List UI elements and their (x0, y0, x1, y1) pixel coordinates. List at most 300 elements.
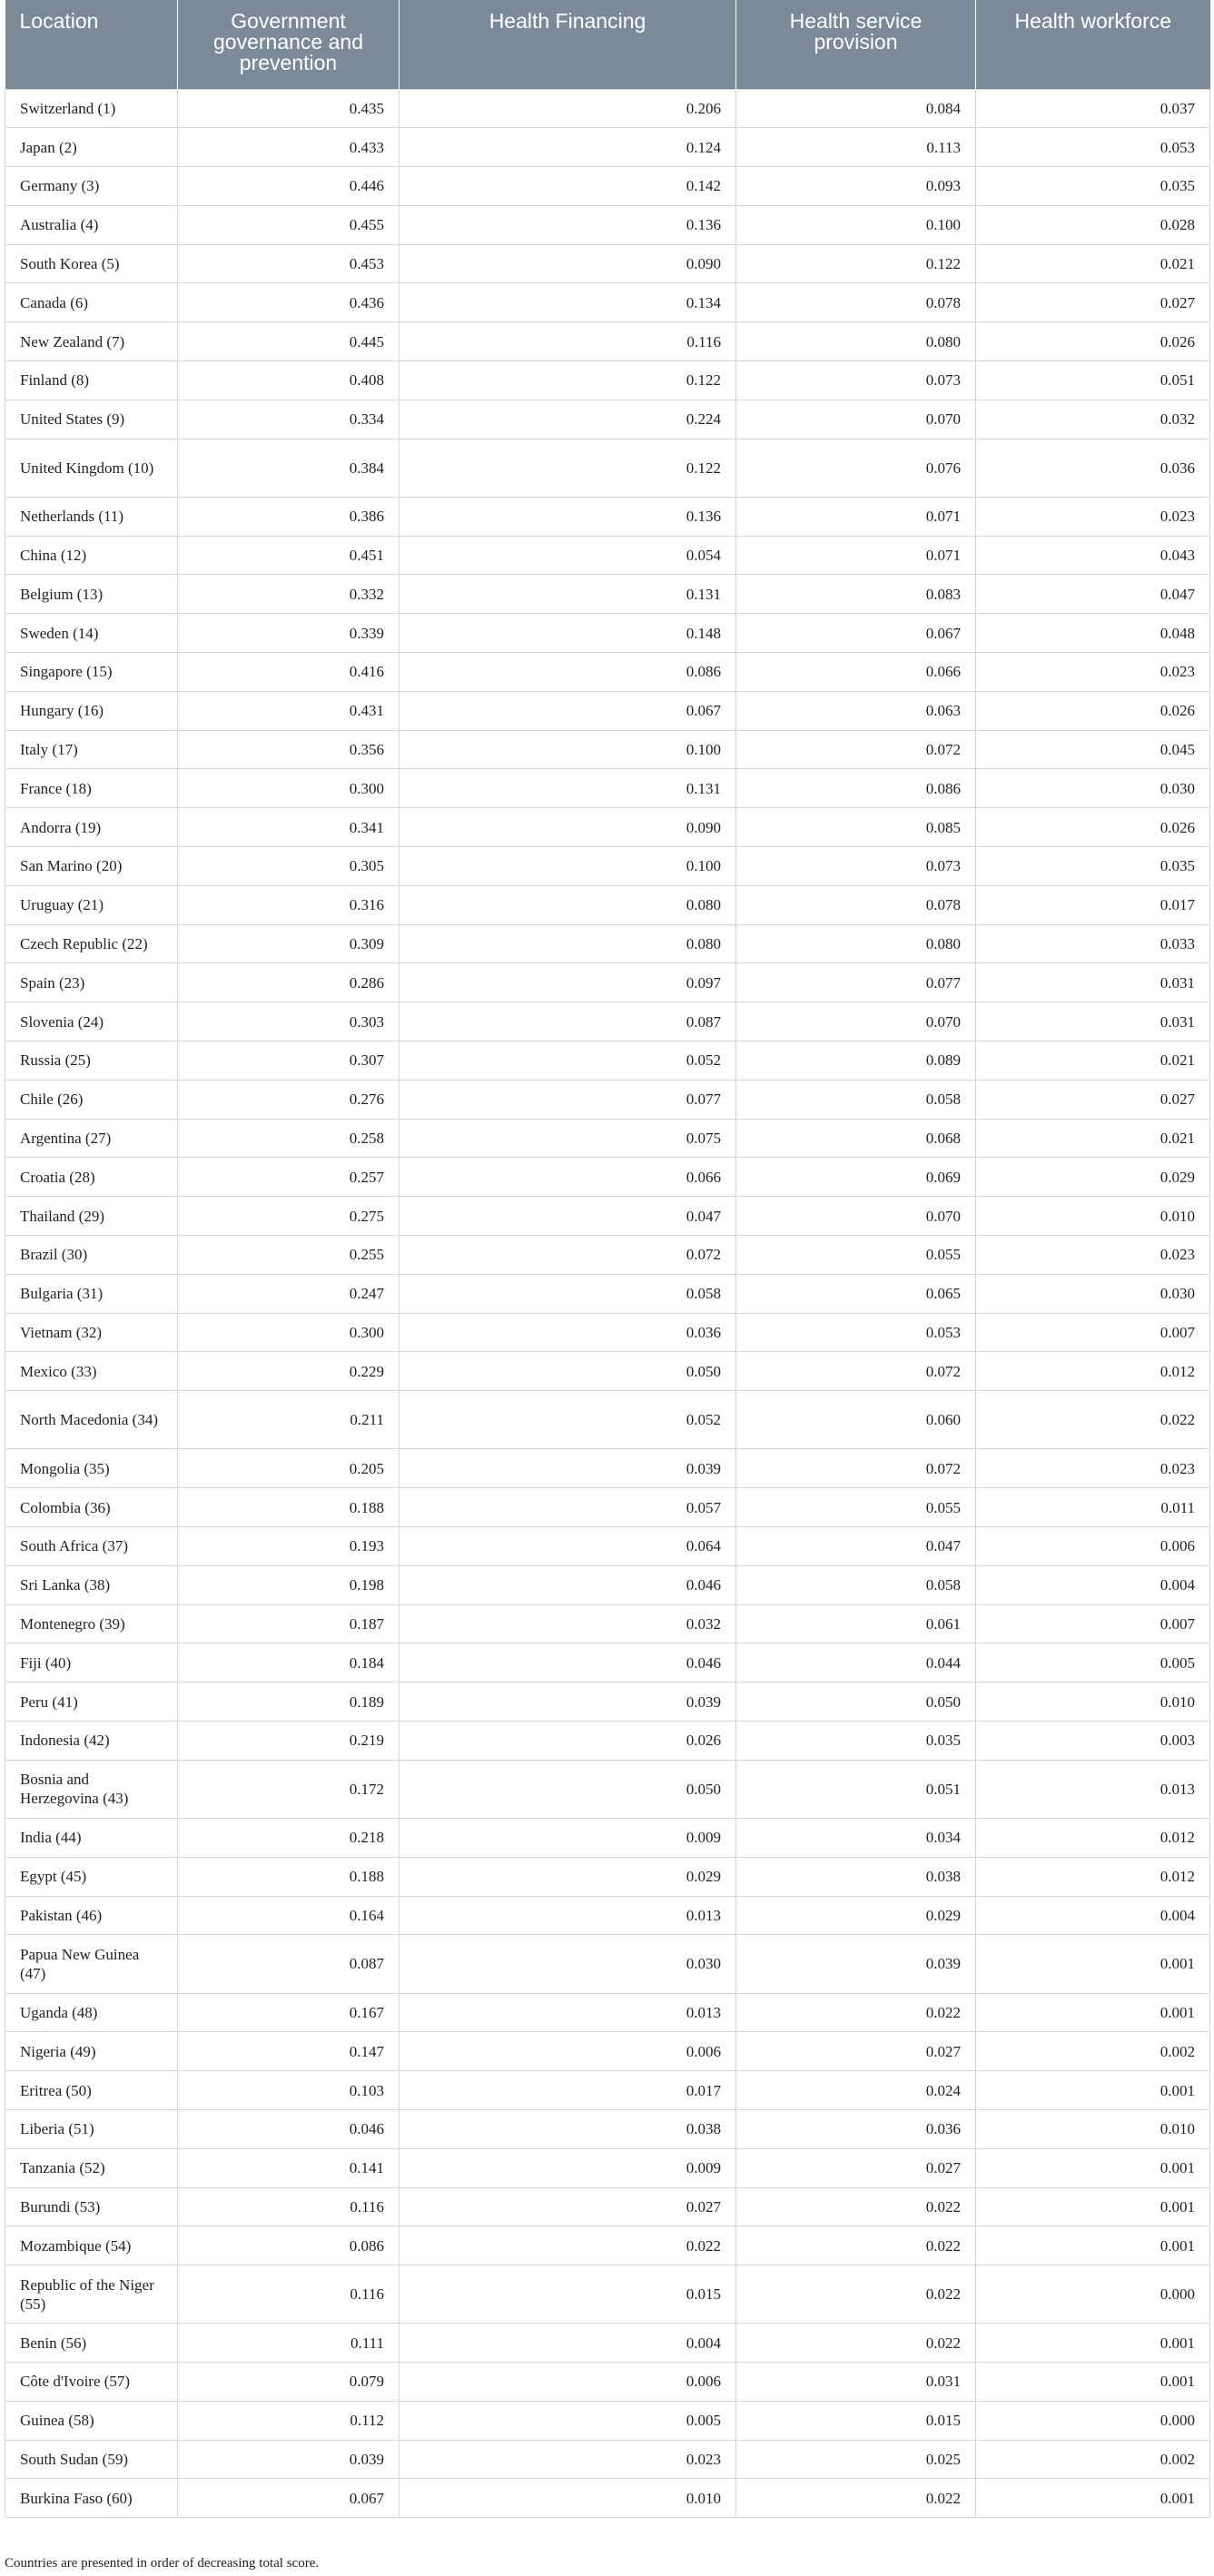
score-cell: 0.093 (736, 167, 976, 206)
table-row (5, 808, 1210, 847)
score-cell: 0.086 (736, 769, 976, 808)
location-cell: Liberia (51) (5, 2109, 178, 2148)
score-cell: 0.224 (400, 400, 736, 439)
table-row (5, 1080, 1210, 1119)
score-cell: 0.053 (736, 1313, 976, 1352)
table-row (5, 1896, 1210, 1935)
score-cell: 0.089 (736, 1041, 976, 1081)
score-cell: 0.218 (178, 1818, 400, 1857)
score-cell: 0.436 (178, 283, 400, 322)
score-cell: 0.022 (976, 1391, 1210, 1449)
score-cell: 0.206 (400, 89, 736, 128)
score-cell: 0.131 (400, 575, 736, 614)
table-row (5, 963, 1210, 1002)
score-cell: 0.073 (736, 847, 976, 886)
score-cell: 0.116 (178, 2265, 400, 2324)
location-cell: North Macedonia (34) (5, 1391, 178, 1449)
table-row (5, 2148, 1210, 2187)
header-row (5, 0, 1210, 89)
table-row (5, 1391, 1210, 1449)
location-cell: China (12) (5, 536, 178, 575)
score-cell: 0.122 (400, 439, 736, 497)
score-cell: 0.007 (976, 1313, 1210, 1352)
score-cell: 0.026 (400, 1721, 736, 1760)
score-cell: 0.071 (736, 536, 976, 575)
score-cell: 0.356 (178, 730, 400, 769)
score-cell: 0.011 (976, 1488, 1210, 1527)
score-cell: 0.017 (976, 885, 1210, 924)
location-cell: Guinea (58) (5, 2401, 178, 2440)
score-cell: 0.044 (736, 1643, 976, 1683)
table-row (5, 283, 1210, 322)
score-cell: 0.070 (736, 1002, 976, 1041)
score-cell: 0.078 (736, 885, 976, 924)
score-cell: 0.276 (178, 1080, 400, 1119)
score-cell: 0.136 (400, 205, 736, 244)
score-cell: 0.046 (400, 1643, 736, 1683)
score-cell: 0.193 (178, 1526, 400, 1565)
score-cell: 0.067 (178, 2479, 400, 2518)
score-cell: 0.015 (736, 2401, 976, 2440)
table-row (5, 1313, 1210, 1352)
score-cell: 0.075 (400, 1119, 736, 1158)
location-cell: Sweden (14) (5, 614, 178, 653)
score-cell: 0.009 (400, 1818, 736, 1857)
table-row (5, 2324, 1210, 2363)
score-cell: 0.005 (976, 1643, 1210, 1683)
score-cell: 0.033 (976, 924, 1210, 963)
location-cell: San Marino (20) (5, 847, 178, 886)
location-cell: United States (9) (5, 400, 178, 439)
score-cell: 0.384 (178, 439, 400, 497)
score-cell: 0.004 (976, 1565, 1210, 1604)
score-cell: 0.080 (736, 924, 976, 963)
location-cell: Vietnam (32) (5, 1313, 178, 1352)
score-cell: 0.187 (178, 1604, 400, 1643)
score-cell: 0.122 (400, 361, 736, 400)
table-row (5, 1274, 1210, 1313)
score-cell: 0.010 (976, 1197, 1210, 1236)
score-cell: 0.167 (178, 1993, 400, 2032)
score-cell: 0.300 (178, 1313, 400, 1352)
score-cell: 0.027 (736, 2032, 976, 2071)
score-cell: 0.339 (178, 614, 400, 653)
location-cell: Uruguay (21) (5, 885, 178, 924)
score-cell: 0.039 (736, 1935, 976, 1993)
score-cell: 0.026 (976, 808, 1210, 847)
location-cell: Canada (6) (5, 283, 178, 322)
score-cell: 0.255 (178, 1236, 400, 1275)
score-cell: 0.055 (736, 1488, 976, 1527)
score-cell: 0.205 (178, 1449, 400, 1488)
score-cell: 0.386 (178, 497, 400, 536)
score-cell: 0.000 (976, 2265, 1210, 2324)
score-cell: 0.087 (178, 1935, 400, 1993)
score-cell: 0.001 (976, 2324, 1210, 2363)
table-row (5, 2187, 1210, 2226)
location-cell: New Zealand (7) (5, 322, 178, 361)
score-cell: 0.307 (178, 1041, 400, 1081)
score-cell: 0.030 (400, 1935, 736, 1993)
location-cell: Croatia (28) (5, 1158, 178, 1197)
location-cell: Nigeria (49) (5, 2032, 178, 2071)
score-cell: 0.067 (400, 691, 736, 730)
score-cell: 0.455 (178, 205, 400, 244)
location-cell: Czech Republic (22) (5, 924, 178, 963)
score-cell: 0.433 (178, 128, 400, 167)
score-cell: 0.064 (400, 1526, 736, 1565)
score-cell: 0.001 (976, 2363, 1210, 2402)
score-cell: 0.029 (976, 1158, 1210, 1197)
table-row (5, 497, 1210, 536)
score-cell: 0.039 (400, 1683, 736, 1722)
score-cell: 0.077 (400, 1080, 736, 1119)
table-row (5, 2479, 1210, 2518)
score-cell: 0.023 (976, 1449, 1210, 1488)
location-cell: India (44) (5, 1818, 178, 1857)
score-cell: 0.038 (736, 1857, 976, 1896)
score-cell: 0.009 (400, 2148, 736, 2187)
score-cell: 0.031 (976, 963, 1210, 1002)
table-row (5, 1683, 1210, 1722)
score-cell: 0.022 (736, 2187, 976, 2226)
location-cell: Germany (3) (5, 167, 178, 206)
score-cell: 0.031 (976, 1002, 1210, 1041)
table-row (5, 167, 1210, 206)
score-cell: 0.045 (976, 730, 1210, 769)
score-cell: 0.058 (736, 1080, 976, 1119)
score-cell: 0.010 (400, 2479, 736, 2518)
score-cell: 0.100 (400, 847, 736, 886)
score-cell: 0.080 (736, 322, 976, 361)
table-row (5, 1158, 1210, 1197)
score-cell: 0.072 (736, 730, 976, 769)
location-cell: Pakistan (46) (5, 1896, 178, 1935)
score-cell: 0.013 (400, 1896, 736, 1935)
table-row (5, 2440, 1210, 2479)
score-cell: 0.015 (400, 2265, 736, 2324)
score-cell: 0.052 (400, 1391, 736, 1449)
score-cell: 0.229 (178, 1352, 400, 1391)
location-cell: Andorra (19) (5, 808, 178, 847)
score-cell: 0.022 (736, 2479, 976, 2518)
table-row (5, 1002, 1210, 1041)
location-cell: Belgium (13) (5, 575, 178, 614)
score-cell: 0.010 (976, 1683, 1210, 1722)
score-cell: 0.052 (400, 1041, 736, 1081)
score-cell: 0.090 (400, 808, 736, 847)
location-cell: Benin (56) (5, 2324, 178, 2363)
table-row (5, 1565, 1210, 1604)
location-cell: Indonesia (42) (5, 1721, 178, 1760)
table-row (5, 885, 1210, 924)
score-cell: 0.007 (976, 1604, 1210, 1643)
table-row (5, 1197, 1210, 1236)
score-cell: 0.036 (736, 2109, 976, 2148)
table-body (5, 89, 1210, 2518)
score-cell: 0.027 (976, 283, 1210, 322)
score-cell: 0.034 (736, 1818, 976, 1857)
score-cell: 0.305 (178, 847, 400, 886)
score-cell: 0.004 (976, 1896, 1210, 1935)
score-cell: 0.050 (736, 1683, 976, 1722)
score-cell: 0.027 (736, 2148, 976, 2187)
score-cell: 0.172 (178, 1760, 400, 1818)
score-cell: 0.086 (400, 653, 736, 692)
location-cell: Côte d'Ivoire (57) (5, 2363, 178, 2402)
table-row (5, 2401, 1210, 2440)
score-cell: 0.408 (178, 361, 400, 400)
score-cell: 0.050 (400, 1352, 736, 1391)
score-cell: 0.022 (736, 2265, 976, 2324)
table-row (5, 2032, 1210, 2071)
location-cell: Bulgaria (31) (5, 1274, 178, 1313)
score-cell: 0.100 (400, 730, 736, 769)
score-cell: 0.006 (976, 1526, 1210, 1565)
score-cell: 0.039 (400, 1449, 736, 1488)
score-cell: 0.022 (400, 2226, 736, 2265)
score-cell: 0.026 (976, 691, 1210, 730)
score-cell: 0.078 (736, 283, 976, 322)
location-cell: Bosnia and Herzegovina (43) (5, 1760, 178, 1818)
score-cell: 0.055 (736, 1236, 976, 1275)
score-cell: 0.046 (178, 2109, 400, 2148)
score-cell: 0.087 (400, 1002, 736, 1041)
table-row (5, 2226, 1210, 2265)
score-cell: 0.077 (736, 963, 976, 1002)
score-cell: 0.066 (400, 1158, 736, 1197)
score-cell: 0.258 (178, 1119, 400, 1158)
score-cell: 0.012 (976, 1818, 1210, 1857)
score-cell: 0.002 (976, 2032, 1210, 2071)
score-cell: 0.141 (178, 2148, 400, 2187)
location-cell: Spain (23) (5, 963, 178, 1002)
location-cell: Hungary (16) (5, 691, 178, 730)
score-cell: 0.021 (976, 1119, 1210, 1158)
score-cell: 0.035 (976, 847, 1210, 886)
score-cell: 0.027 (400, 2187, 736, 2226)
score-cell: 0.112 (178, 2401, 400, 2440)
location-cell: Slovenia (24) (5, 1002, 178, 1041)
table-row (5, 653, 1210, 692)
score-cell: 0.024 (736, 2071, 976, 2110)
score-cell: 0.004 (400, 2324, 736, 2363)
score-cell: 0.079 (178, 2363, 400, 2402)
location-cell: Mexico (33) (5, 1352, 178, 1391)
score-cell: 0.069 (736, 1158, 976, 1197)
table-footnote: Countries are presented in order of decreasing total score. (5, 2556, 320, 2571)
table-row (5, 1449, 1210, 1488)
score-cell: 0.451 (178, 536, 400, 575)
score-cell: 0.416 (178, 653, 400, 692)
score-cell: 0.116 (178, 2187, 400, 2226)
score-cell: 0.164 (178, 1896, 400, 1935)
score-cell: 0.054 (400, 536, 736, 575)
table-row (5, 2109, 1210, 2148)
score-cell: 0.021 (976, 1041, 1210, 1081)
table-row (5, 1352, 1210, 1391)
score-cell: 0.303 (178, 1002, 400, 1041)
score-cell: 0.090 (400, 244, 736, 283)
score-cell: 0.030 (976, 1274, 1210, 1313)
score-cell: 0.029 (400, 1857, 736, 1896)
score-cell: 0.113 (736, 128, 976, 167)
score-cell: 0.116 (400, 322, 736, 361)
score-cell: 0.142 (400, 167, 736, 206)
table-row (5, 2265, 1210, 2324)
score-cell: 0.006 (400, 2032, 736, 2071)
location-cell: France (18) (5, 769, 178, 808)
score-cell: 0.060 (736, 1391, 976, 1449)
score-cell: 0.013 (400, 1993, 736, 2032)
score-cell: 0.067 (736, 614, 976, 653)
score-cell: 0.189 (178, 1683, 400, 1722)
score-cell: 0.001 (976, 1935, 1210, 1993)
table-row (5, 89, 1210, 128)
table-row (5, 614, 1210, 653)
table-row (5, 536, 1210, 575)
score-cell: 0.012 (976, 1352, 1210, 1391)
score-cell: 0.047 (976, 575, 1210, 614)
score-cell: 0.148 (400, 614, 736, 653)
location-cell: Finland (8) (5, 361, 178, 400)
score-cell: 0.001 (976, 2071, 1210, 2110)
table-row (5, 322, 1210, 361)
score-cell: 0.035 (736, 1721, 976, 1760)
header-health-financing: Health Financing (400, 0, 736, 89)
table-row (5, 128, 1210, 167)
score-cell: 0.038 (400, 2109, 736, 2148)
score-cell: 0.039 (178, 2440, 400, 2479)
location-cell: Burkina Faso (60) (5, 2479, 178, 2518)
table-row (5, 1818, 1210, 1857)
score-cell: 0.071 (736, 497, 976, 536)
score-cell: 0.247 (178, 1274, 400, 1313)
table-row (5, 244, 1210, 283)
score-cell: 0.005 (400, 2401, 736, 2440)
table-row (5, 1119, 1210, 1158)
table-row (5, 691, 1210, 730)
table-row (5, 847, 1210, 886)
score-cell: 0.000 (976, 2401, 1210, 2440)
score-cell: 0.431 (178, 691, 400, 730)
table-row (5, 1488, 1210, 1527)
score-cell: 0.086 (178, 2226, 400, 2265)
score-cell: 0.001 (976, 1993, 1210, 2032)
score-cell: 0.136 (400, 497, 736, 536)
table-row (5, 439, 1210, 497)
score-cell: 0.073 (736, 361, 976, 400)
table-row (5, 361, 1210, 400)
score-cell: 0.211 (178, 1391, 400, 1449)
score-cell: 0.097 (400, 963, 736, 1002)
header-location: Location (5, 0, 178, 89)
score-cell: 0.026 (976, 322, 1210, 361)
data-table-container (5, 0, 1209, 2518)
location-cell: Fiji (40) (5, 1643, 178, 1683)
location-cell: Chile (26) (5, 1080, 178, 1119)
table-row (5, 1935, 1210, 1993)
score-cell: 0.080 (400, 924, 736, 963)
score-cell: 0.103 (178, 2071, 400, 2110)
score-cell: 0.001 (976, 2187, 1210, 2226)
location-cell: Mozambique (54) (5, 2226, 178, 2265)
location-cell: Egypt (45) (5, 1857, 178, 1896)
score-cell: 0.013 (976, 1760, 1210, 1818)
table-row (5, 2363, 1210, 2402)
score-cell: 0.134 (400, 283, 736, 322)
score-cell: 0.022 (736, 2226, 976, 2265)
table-row (5, 2071, 1210, 2110)
location-cell: Republic of the Niger (55) (5, 2265, 178, 2324)
score-cell: 0.219 (178, 1721, 400, 1760)
score-cell: 0.037 (976, 89, 1210, 128)
location-cell: Italy (17) (5, 730, 178, 769)
score-cell: 0.275 (178, 1197, 400, 1236)
score-cell: 0.316 (178, 885, 400, 924)
score-cell: 0.341 (178, 808, 400, 847)
table-row (5, 205, 1210, 244)
score-cell: 0.072 (736, 1449, 976, 1488)
score-cell: 0.051 (736, 1760, 976, 1818)
table-row (5, 924, 1210, 963)
score-cell: 0.058 (400, 1274, 736, 1313)
score-cell: 0.028 (976, 205, 1210, 244)
score-cell: 0.083 (736, 575, 976, 614)
score-cell: 0.068 (736, 1119, 976, 1158)
table-row (5, 769, 1210, 808)
table-row (5, 1721, 1210, 1760)
location-cell: Japan (2) (5, 128, 178, 167)
score-cell: 0.027 (976, 1080, 1210, 1119)
score-cell: 0.036 (400, 1313, 736, 1352)
location-cell: Peru (41) (5, 1683, 178, 1722)
score-cell: 0.012 (976, 1857, 1210, 1896)
score-cell: 0.025 (736, 2440, 976, 2479)
score-cell: 0.010 (976, 2109, 1210, 2148)
header-health-service-provision: Health service provision (736, 0, 976, 89)
table-header (5, 0, 1210, 89)
score-cell: 0.032 (976, 400, 1210, 439)
score-cell: 0.188 (178, 1488, 400, 1527)
score-cell: 0.001 (976, 2479, 1210, 2518)
location-cell: Montenegro (39) (5, 1604, 178, 1643)
table-row (5, 1760, 1210, 1818)
score-cell: 0.070 (736, 1197, 976, 1236)
location-cell: United Kingdom (10) (5, 439, 178, 497)
score-cell: 0.100 (736, 205, 976, 244)
score-cell: 0.061 (736, 1604, 976, 1643)
location-cell: Papua New Guinea (47) (5, 1935, 178, 1993)
table-row (5, 400, 1210, 439)
score-cell: 0.122 (736, 244, 976, 283)
score-cell: 0.047 (736, 1526, 976, 1565)
health-system-scores-table (5, 0, 1210, 2518)
score-cell: 0.003 (976, 1721, 1210, 1760)
score-cell: 0.022 (736, 1993, 976, 2032)
location-cell: Argentina (27) (5, 1119, 178, 1158)
table-row (5, 1236, 1210, 1275)
location-cell: Uganda (48) (5, 1993, 178, 2032)
score-cell: 0.030 (976, 769, 1210, 808)
location-cell: Colombia (36) (5, 1488, 178, 1527)
location-cell: Netherlands (11) (5, 497, 178, 536)
score-cell: 0.076 (736, 439, 976, 497)
score-cell: 0.309 (178, 924, 400, 963)
score-cell: 0.072 (400, 1236, 736, 1275)
header-health-workforce: Health workforce (976, 0, 1210, 89)
location-cell: Singapore (15) (5, 653, 178, 692)
